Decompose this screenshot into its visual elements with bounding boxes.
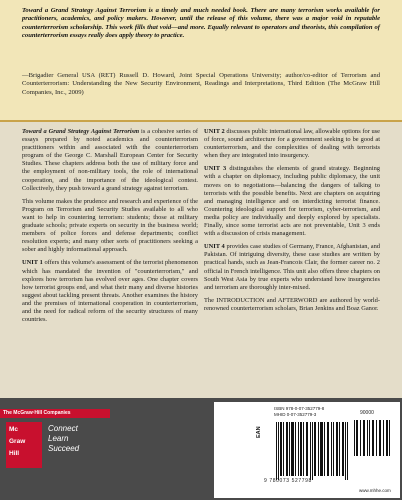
paragraph-lead: UNIT 3	[204, 165, 227, 173]
paragraph	[22, 198, 198, 255]
addon-barcode-icon	[354, 416, 390, 456]
tagline-line: Learn	[48, 434, 69, 443]
logo-line: Hill	[9, 450, 20, 457]
paragraph	[204, 128, 380, 160]
description-panel	[0, 122, 402, 398]
paragraph	[204, 243, 380, 292]
publisher-name: The McGraw·Hill Companies	[3, 410, 71, 416]
endorsement-quote: Toward a Grand Strategy Against Terrorism is a timely and much needed book. There are many terrorism works available for practitioners, academics, and policy makers. However, until the release of this volume, there was a major void in reputable counterterrorism scholarship. This work fills that void—and more. Equally relevant to operators and theorists, this compilation of counterterrorism essays really does apply theory to practice.	[22, 7, 380, 40]
paragraph-lead: UNIT 1	[22, 259, 43, 267]
paragraph-lead: UNIT 4	[204, 243, 225, 251]
paragraph-text: The INTRODUCTION and AFTERWORD are authored by world-renowned counterterrorism scholars, Brian Jenkins and Boaz Ganor.	[204, 296, 380, 312]
paragraph-text: offers this volume's assessment of the terrorist phenomenon which has mandated the invention of "counterterrorism," and explores how terrorism has evolved over ages. One chapter covers how terrorist groups end, and what their many and diverse histories suggest about tackling present threats. Another examines the history and the premises of international cooperation in counterterrorism, and the need for radical reform of the security structures of many countries.	[22, 259, 198, 324]
addon-number: 90000	[360, 410, 374, 416]
publisher-url: www.mhhe.com	[359, 488, 391, 493]
isbn-number: ISBN 978-0-07-352779-8	[274, 406, 325, 411]
logo-line: Mc	[9, 426, 19, 433]
endorsement-panel	[0, 0, 402, 120]
endorsement-attribution: —Brigadier General USA (RET) Russell D. Howard, Joint Special Operations University; author/co-editor of Terrorism and Counterterrorism: Understanding the New Security Environment, Readings and Interpretations, Third Edition (The McGraw Hill Companies, Inc., 2009)	[22, 72, 380, 96]
tagline-line: Succeed	[48, 444, 80, 453]
ean-label: EAN	[256, 426, 262, 438]
barcode-area	[214, 402, 400, 498]
mhid-number: MHID 0-07-352779-3	[274, 412, 317, 417]
publisher-logo	[6, 422, 42, 468]
paragraph	[22, 259, 198, 324]
ean-digits: 9 780073 527798	[264, 478, 312, 484]
paragraph	[204, 297, 380, 313]
paragraph	[22, 128, 198, 193]
paragraph-text: provides case studies of Germany, France, Afghanistan, and Pakistan. Of intriguing diversity, these case studies are written by practical hands, such as Jean-Francois Clair, the former career no. 2 official in French intelligence. This unit also offers three chapters on South West Asia by true experts who understand how insurgencies and terrorism are thoroughly inter-mixed.	[204, 243, 380, 291]
paragraph-lead: UNIT 2	[204, 128, 225, 135]
right-column	[204, 128, 380, 318]
paragraph-text: distinguishes the elements of grand strategy. Beginning with a chapter on diplomacy, including public diplomacy, the unit moves on to negotiations—balancing the dangers of talking to terrorists with the possible benefits. Next are chapters on acquiring and managing intelligence and on interdicting terrorist finance. Countering ideological support for terrorism, cyber-terrorism, and media policy are individually and deeply explored by specialists. Finally, since some terrorist acts are not preventable, Unit 3 ends with a discussion of crisis management.	[204, 165, 380, 238]
logo-line: Graw	[9, 438, 26, 445]
paragraph-lead: Toward a Grand Strategy Against Terrorism	[22, 128, 140, 135]
tagline-line: Connect	[48, 424, 78, 433]
paragraph-text: discusses public international law, allowable options for use of force, sound architecture for a government seeking to be good at counterterrorism, and the complexities of dealing with terrorists when they are integrated into insurgency.	[204, 128, 380, 160]
paragraph-text: This volume makes the prudence and research and experience of the Program on Terrorism and Security Studies available to all who want to help in countering terrorism: students; those at military graduate schools; private experts on security in the business world; members of police forces and defense departments; conflict resolution experts; and many other sorts of practitioners seeking a sober and highly informational approach.	[22, 197, 198, 254]
publisher-bar	[0, 409, 110, 418]
paragraph-text: is a cohesive series of essays prepared by noted academics and counterterrorism practitioners within and associated with the counterterrorism program of the George C. Marshall European Center for Security Studies. These chapters address both the use of military force and the employment of non-military tools, the role of international cooperation, and the importance of the ideological contest. Collectively, they push toward a grand strategy against terrorism.	[22, 128, 198, 192]
barcode-icon	[276, 422, 348, 480]
left-column	[22, 128, 198, 329]
paragraph	[204, 165, 380, 238]
